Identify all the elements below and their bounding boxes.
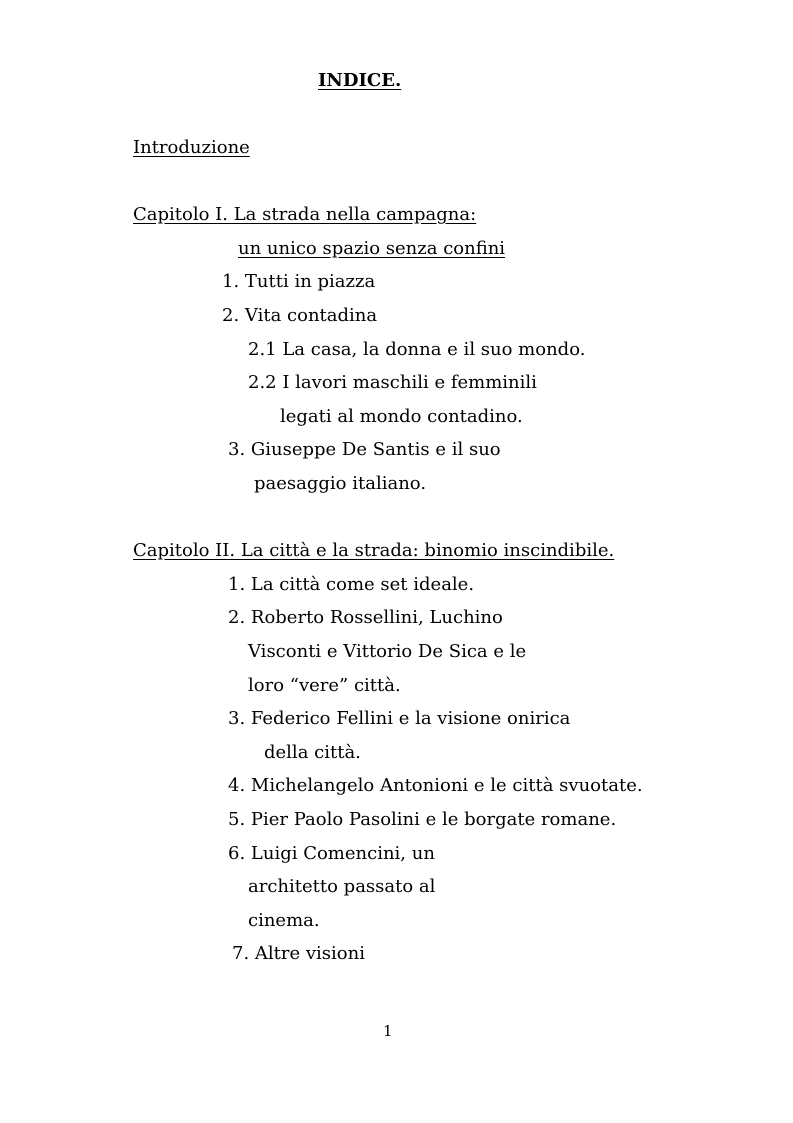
- toc-entry: 6. Luigi Comencini, un: [228, 843, 435, 864]
- toc-entry: 4. Michelangelo Antonioni e le città svuotate.: [228, 775, 643, 796]
- toc-entry: 3. Federico Fellini e la visione onirica: [228, 708, 571, 729]
- toc-subentry-cont: legati al mondo contadino.: [280, 406, 523, 427]
- page-title: INDICE.: [318, 70, 402, 91]
- toc-entry-cont: della città.: [264, 742, 361, 763]
- toc-entry-cont: paesaggio italiano.: [254, 473, 427, 494]
- toc-entry-cont: Visconti e Vittorio De Sica e le: [248, 641, 527, 662]
- toc-entry: 2. Vita contadina: [222, 305, 378, 326]
- toc-entry-cont: loro “vere” città.: [248, 675, 401, 696]
- toc-entry: 7. Altre visioni: [232, 943, 365, 964]
- chapter-1-subtitle: un unico spazio senza confini: [238, 238, 506, 259]
- toc-entry: 2. Roberto Rossellini, Luchino: [228, 607, 503, 628]
- chapter-2-heading: Capitolo II. La città e la strada: binomio inscindibile.: [133, 540, 615, 561]
- toc-introduction: Introduzione: [133, 137, 250, 158]
- page-number: 1: [383, 1022, 393, 1040]
- toc-entry: 1. Tutti in piazza: [222, 271, 376, 292]
- toc-entry-cont: cinema.: [248, 910, 320, 931]
- toc-subentry: 2.1 La casa, la donna e il suo mondo.: [248, 339, 586, 360]
- toc-entry-cont: architetto passato al: [248, 876, 436, 897]
- toc-entry: 5. Pier Paolo Pasolini e le borgate romane.: [228, 809, 617, 830]
- toc-entry: 3. Giuseppe De Santis e il suo: [228, 439, 501, 460]
- toc-subentry: 2.2 I lavori maschili e femminili: [248, 372, 537, 393]
- chapter-1-heading: Capitolo I. La strada nella campagna:: [133, 204, 477, 225]
- toc-entry: 1. La città come set ideale.: [228, 574, 475, 595]
